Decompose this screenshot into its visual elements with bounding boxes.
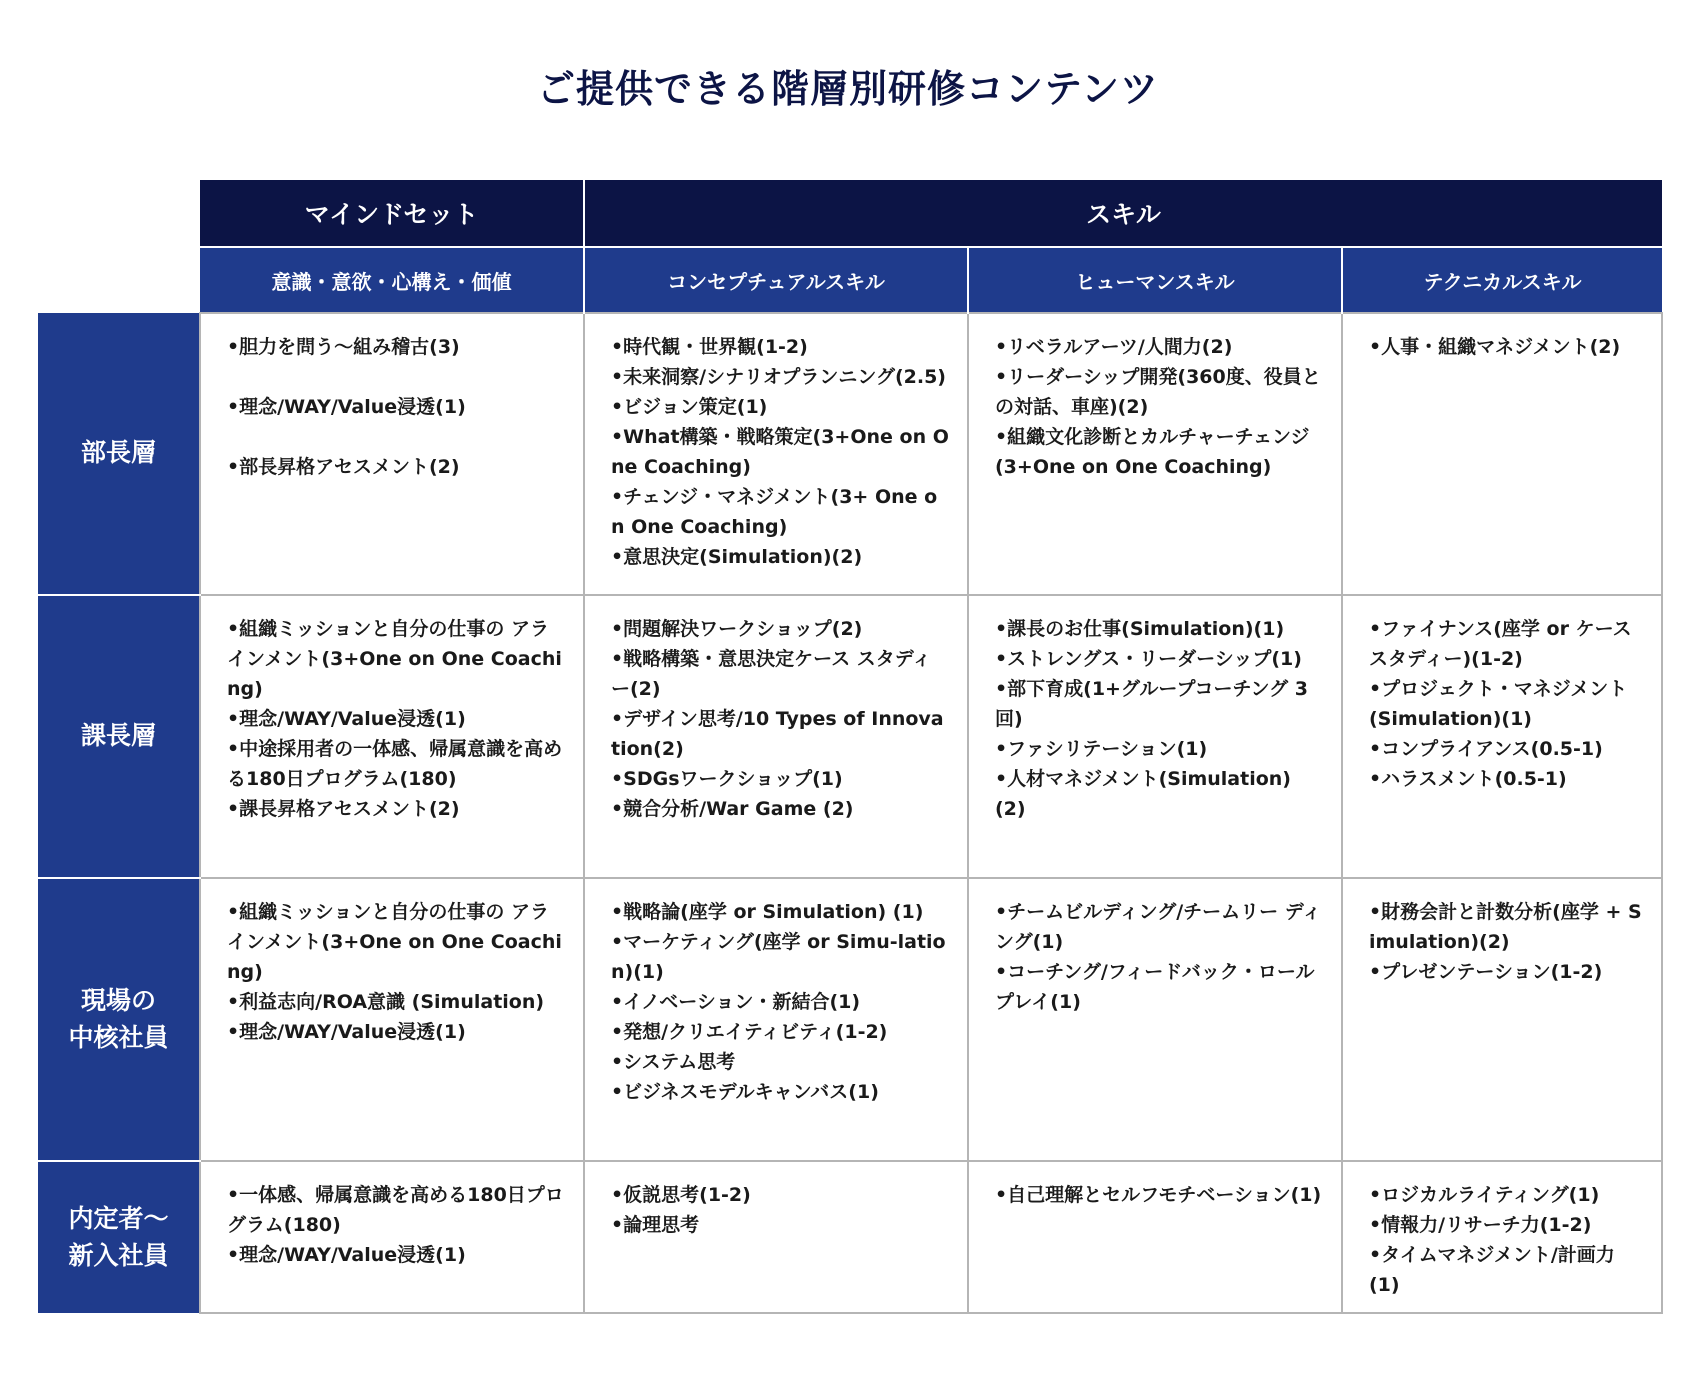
list-item: •リーダーシップ開発(360度、役員との対話、車座)(2) [995, 366, 1321, 418]
list-item: •胆力を問う～組み稽古(3) [227, 336, 460, 358]
list-item: •情報力/リサーチ力(1-2) [1369, 1214, 1592, 1236]
list-item: •中途採用者の一体感、帰属意識を高める180日プログラム(180) [227, 738, 563, 790]
corner-cell [38, 180, 200, 247]
cell-human [968, 313, 1342, 595]
list-item: •ハラスメント(0.5-1) [1369, 768, 1567, 790]
header-sub-human: ヒューマンスキル [968, 247, 1342, 313]
header-sub-technical: テクニカルスキル [1342, 247, 1662, 313]
list-item: •理念/WAY/Value浸透(1) [227, 1021, 466, 1043]
header-sub-conceptual: コンセプチュアルスキル [584, 247, 968, 313]
cell-conceptual [584, 878, 968, 1161]
cell-conceptual [584, 313, 968, 595]
list-item: •ストレングス・リーダーシップ(1) [995, 648, 1302, 670]
cell-mindset [200, 313, 584, 595]
row-label-line: 現場の [80, 986, 156, 1016]
list-item: •デザイン思考/10 Types of Innovation(2) [611, 708, 944, 760]
training-content-table [38, 180, 1663, 1314]
cell-mindset [200, 595, 584, 878]
table-row [38, 313, 1662, 595]
list-item: •理念/WAY/Value浸透(1) [227, 708, 466, 730]
list-item: •イノベーション・新結合(1) [611, 991, 861, 1013]
list-item: •戦略構築・意思決定ケース スタディー(2) [611, 648, 932, 700]
corner-cell-sub [38, 247, 200, 313]
row-label [38, 878, 200, 1161]
row-label-line: 内定者～ [68, 1204, 169, 1234]
cell-human [968, 595, 1342, 878]
list-item: •チームビルディング/チームリー ディング(1) [995, 901, 1322, 953]
list-item: •プロジェクト・マネジメント(Simulation)(1) [1369, 678, 1628, 730]
list-item: •仮説思考(1-2) [611, 1184, 751, 1206]
cell-technical [1342, 1161, 1662, 1313]
list-item: •プレゼンテーション(1-2) [1369, 961, 1603, 983]
list-item: •時代観・世界観(1-2) [611, 336, 808, 358]
row-label-line: 課長層 [80, 721, 156, 751]
header-row-main [38, 180, 1662, 247]
table-row [38, 1161, 1662, 1313]
row-label-line: 新入社員 [68, 1240, 169, 1270]
cell-conceptual [584, 1161, 968, 1313]
list-item: •SDGsワークショップ(1) [611, 768, 843, 790]
list-item: •ファイナンス(座学 or ケース スタディー)(1-2) [1369, 618, 1632, 670]
page-title: ご提供できる階層別研修コンテンツ [536, 67, 1160, 111]
cell-mindset [200, 878, 584, 1161]
list-item: •組織ミッションと自分の仕事の アラインメント(3+One on One Coaching) [227, 618, 562, 700]
list-item: •マーケティング(座学 or Simu-lation)(1) [611, 931, 946, 983]
cell-conceptual [584, 595, 968, 878]
list-item: •ファシリテーション(1) [995, 738, 1208, 760]
list-item: •戦略論(座学 or Simulation) (1) [611, 901, 924, 923]
list-item: •課長昇格アセスメント(2) [227, 798, 460, 820]
header-row-sub [38, 247, 1662, 313]
list-item: •システム思考 [611, 1051, 736, 1073]
cell-mindset [200, 1161, 584, 1313]
list-item: •問題解決ワークショップ(2) [611, 618, 863, 640]
list-item: •一体感、帰属意識を高める180日プログラム(180) [227, 1184, 564, 1236]
header-mindset: マインドセット [200, 180, 584, 247]
list-item: •自己理解とセルフモチベーション(1) [995, 1184, 1322, 1206]
row-label [38, 595, 200, 878]
list-item: •ビジョン策定(1) [611, 396, 768, 418]
list-item: •部長昇格アセスメント(2) [227, 456, 460, 478]
list-item: •コーチング/フィードバック・ロール プレイ(1) [995, 961, 1315, 1013]
row-label-line: 中核社員 [68, 1022, 169, 1052]
list-item: •ロジカルライティング(1) [1369, 1184, 1600, 1206]
header-sub-mindset: 意識・意欲・心構え・価値 [200, 247, 584, 313]
list-item: •理念/WAY/Value浸透(1) [227, 396, 466, 418]
list-item: •課長のお仕事(Simulation)(1) [995, 618, 1285, 640]
list-item: •人材マネジメント(Simulation) (2) [995, 768, 1291, 820]
header-skill: スキル [584, 180, 1662, 247]
table-body [38, 313, 1662, 1313]
row-label [38, 1161, 200, 1313]
table-row [38, 878, 1662, 1161]
row-label [38, 313, 200, 595]
list-item: •組織文化診断とカルチャーチェンジ(3+One on One Coaching) [995, 426, 1310, 478]
list-item: •論理思考 [611, 1214, 700, 1236]
list-item: •リベラルアーツ/人間力(2) [995, 336, 1233, 358]
list-item: •タイムマネジメント/計画力(1) [1369, 1244, 1615, 1296]
list-item: •競合分析/War Game (2) [611, 798, 854, 820]
cell-technical [1342, 878, 1662, 1161]
cell-human [968, 878, 1342, 1161]
list-item: •財務会計と計数分析(座学 + Simulation)(2) [1369, 901, 1642, 953]
cell-human [968, 1161, 1342, 1313]
list-item: •理念/WAY/Value浸透(1) [227, 1244, 466, 1266]
list-item: •人事・組織マネジメント(2) [1369, 336, 1621, 358]
list-item: •発想/クリエイティビティ(1-2) [611, 1021, 888, 1043]
row-label-line: 部長層 [80, 438, 156, 468]
list-item: •What構築・戦略策定(3+One on One Coaching) [611, 426, 949, 478]
list-item: •組織ミッションと自分の仕事の アラインメント(3+One on One Coaching) [227, 901, 562, 983]
list-item: •コンプライアンス(0.5-1) [1369, 738, 1603, 760]
list-item: •意思決定(Simulation)(2) [611, 546, 863, 568]
table-row [38, 595, 1662, 878]
list-item: •未来洞察/シナリオプランニング(2.5) [611, 366, 946, 388]
list-item: •チェンジ・マネジメント(3+ One on One Coaching) [611, 486, 938, 538]
cell-technical [1342, 595, 1662, 878]
cell-technical [1342, 313, 1662, 595]
list-item: •ビジネスモデルキャンバス(1) [611, 1081, 879, 1103]
list-item: •利益志向/ROA意識 (Simulation) [227, 991, 545, 1013]
list-item: •部下育成(1+グループコーチング 3回) [995, 678, 1309, 730]
